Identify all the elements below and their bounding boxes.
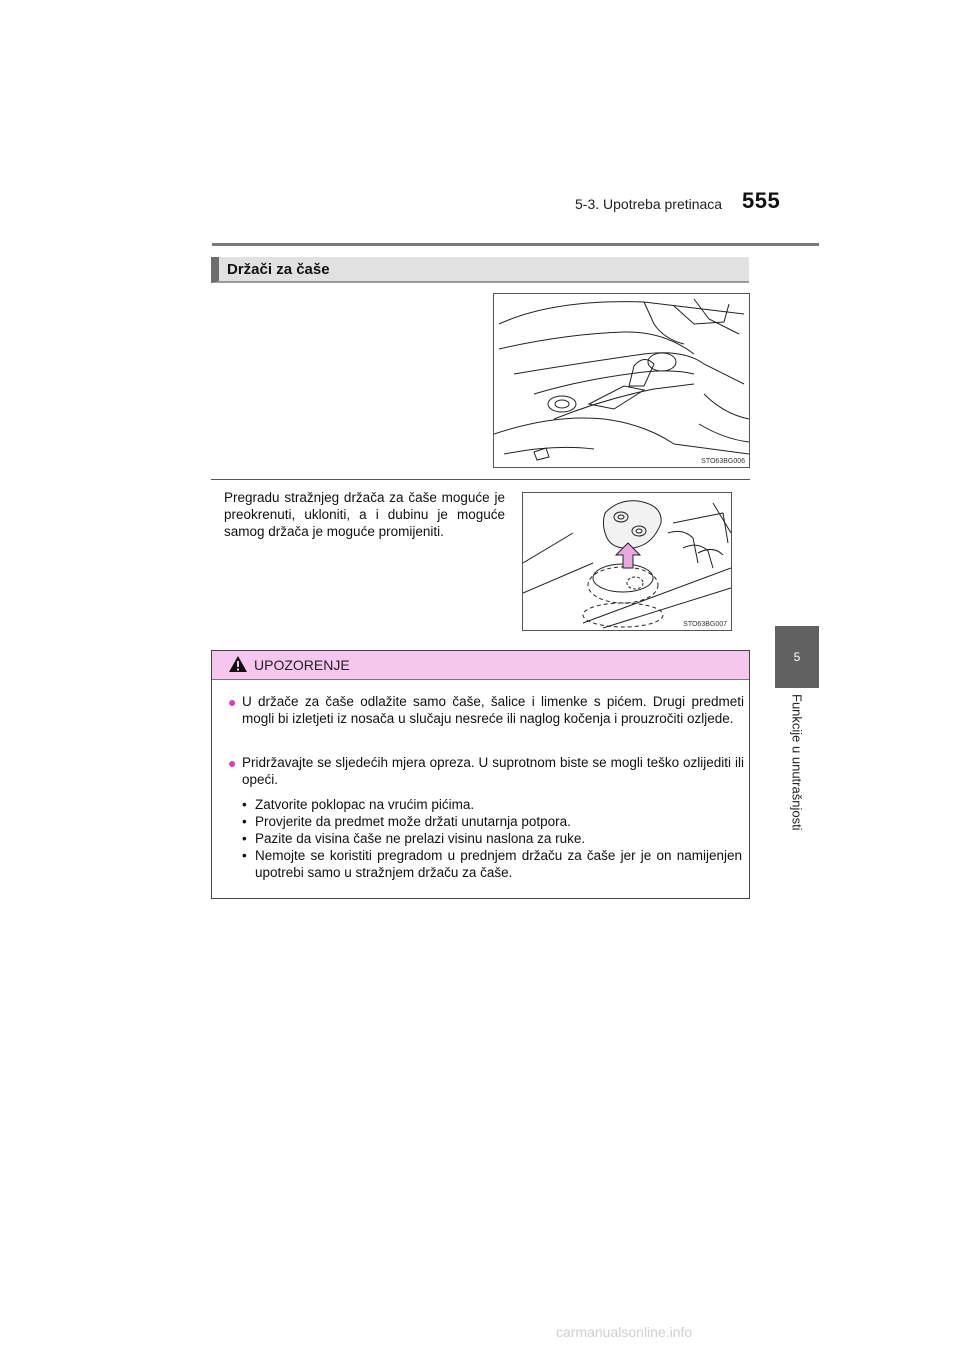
chapter-title-vertical [776, 694, 818, 894]
warning-item [228, 693, 744, 727]
warning-subitem [242, 847, 742, 881]
warning-title: UPOZORENJE [254, 657, 350, 673]
warning-subitem-text: Provjerite da predmet može držati unutarnja potpora. [255, 814, 571, 829]
section-divider [211, 479, 750, 480]
section-heading [211, 257, 749, 283]
figure-code: STO63BG006 [701, 458, 745, 465]
bullet-small-icon: • [242, 814, 247, 829]
warning-subitem [242, 830, 742, 847]
figure-cupholder-divider [522, 492, 732, 631]
warning-subitem-text: Nemojte se koristiti pregradom u prednjem držaču za čaše jer je on namijenjen upotrebi samo u stražnjem držaču za čaše. [255, 848, 742, 880]
console-illustration [494, 294, 749, 467]
running-header-section: 5-3. Upotreba pretinaca [575, 196, 723, 212]
warning-subitem [242, 813, 742, 830]
warning-subitem-text: Pazite da visina čaše ne prelazi visinu naslona za ruke. [255, 831, 586, 846]
warning-triangle-icon [228, 655, 248, 673]
figure-code: STO63BG007 [683, 621, 727, 628]
warning-subitem [242, 796, 742, 813]
watermark: carmanualsonline.info [556, 1324, 693, 1340]
bullet-small-icon: • [242, 848, 247, 863]
bullet-small-icon: • [242, 797, 247, 812]
page-number: 555 [742, 188, 781, 213]
divider-illustration [523, 493, 731, 630]
warning-header [212, 651, 749, 680]
bullet-small-icon: • [242, 831, 247, 846]
bullet-dot-icon: ● [228, 694, 237, 710]
warning-item-text: U držače za čaše odlažite samo čaše, šalice i limenke s pićem. Drugi predmeti mogli bi izletjeti iz nosača u slučaju nesreće ili naglog kočenja i prouzročiti ozljede. [242, 694, 744, 726]
header-rule [212, 243, 819, 246]
chapter-tab [775, 626, 819, 688]
warning-item-text: Pridržavajte se sljedećih mjera opreza. U suprotnom biste se mogli teško ozlijediti ili opeći. [242, 755, 744, 787]
body-paragraph: Pregradu stražnjeg držača za čaše moguće je preokrenuti, ukloniti, a i dubinu je moguće samog držača je moguće promijeniti. [224, 490, 505, 539]
chapter-number: 5 [793, 650, 801, 664]
warning-item [228, 754, 744, 788]
section-title: Držači za čaše [227, 261, 330, 278]
bullet-dot-icon: ● [228, 755, 237, 771]
figure-console-cupholders [493, 293, 750, 468]
warning-subitem-text: Zatvorite poklopac na vrućim pićima. [255, 797, 475, 812]
warning-box [211, 650, 750, 899]
chapter-title: Funkcije u unutrašnjosti [789, 694, 805, 831]
